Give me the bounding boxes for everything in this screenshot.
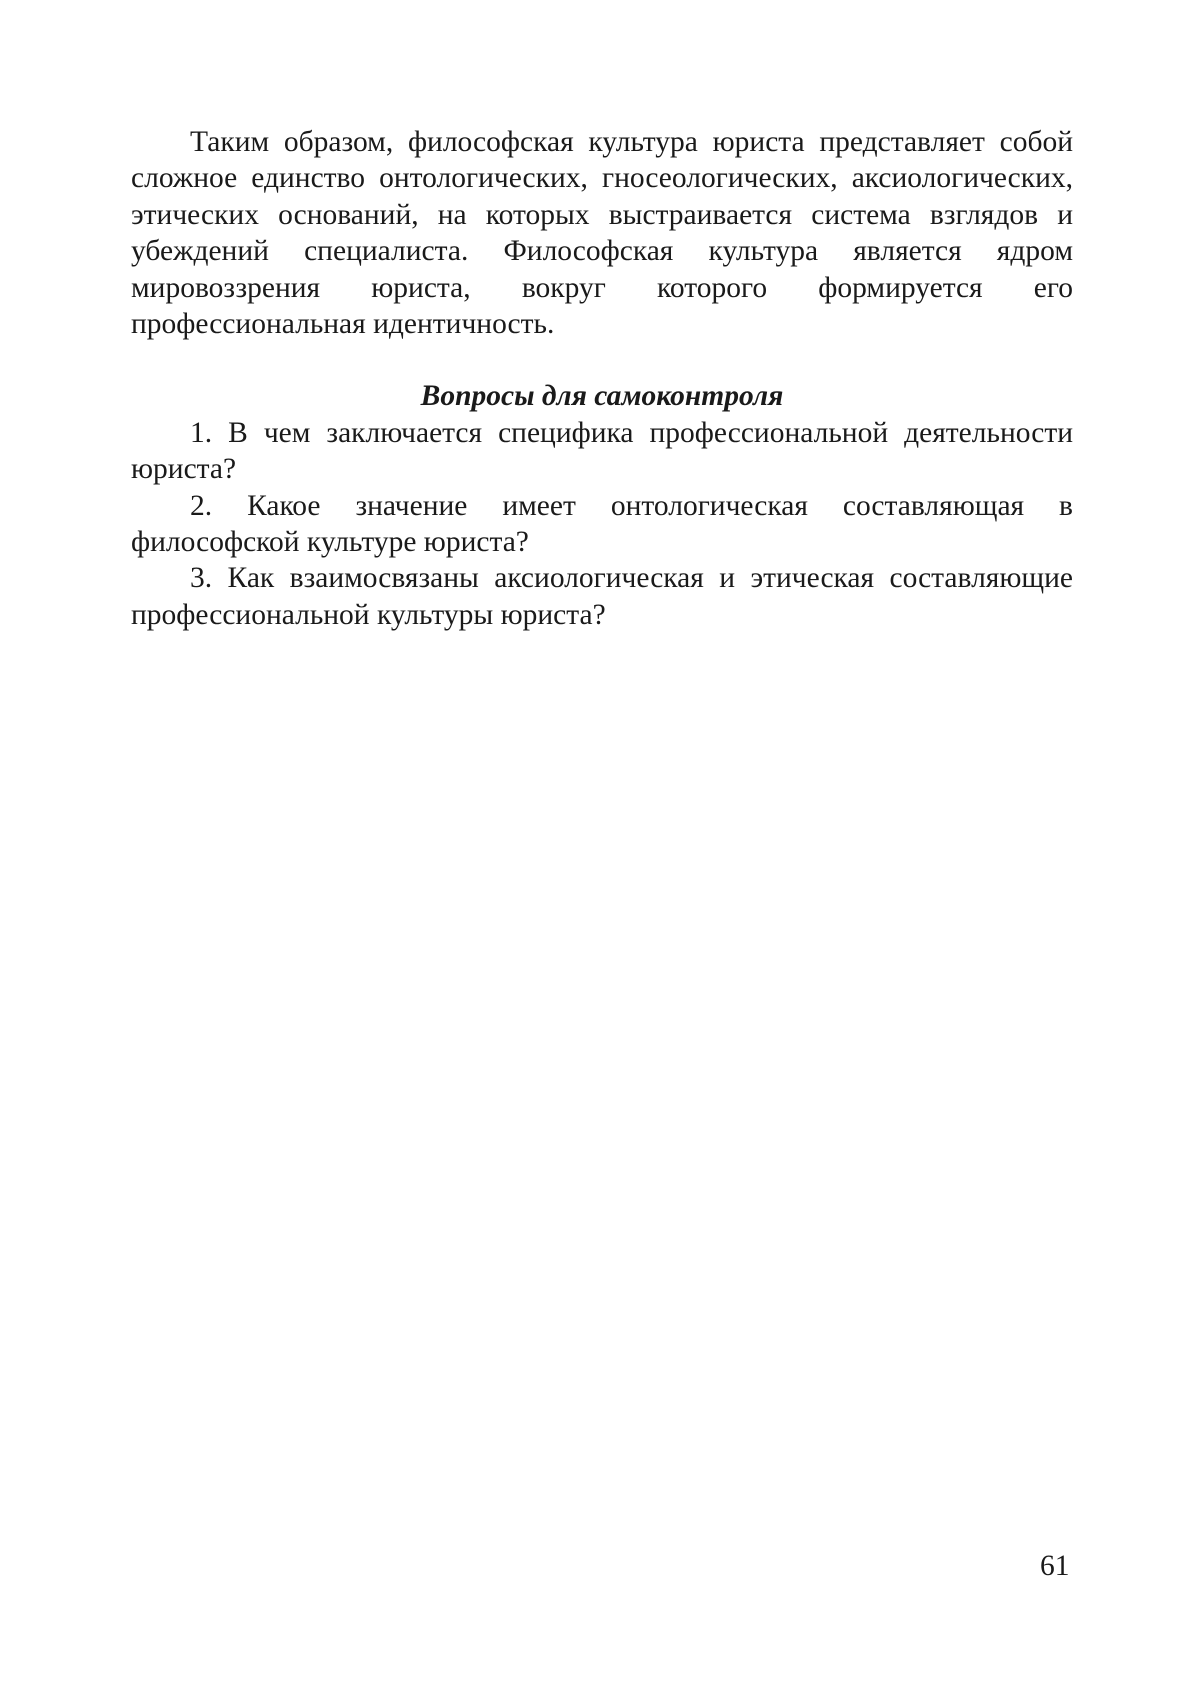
section-heading: Вопросы для самоконтроля (420, 380, 784, 413)
question-list (131, 415, 1073, 633)
question-item-3: 3. Как взаимосвязаны аксиологическая и этическая составляющие профессиональной культуры юриста? (131, 562, 1073, 631)
question-item-1: 1. В чем заключается специфика профессиональной деятельности юриста? (131, 416, 1073, 486)
page-number: 61 (1040, 1550, 1070, 1582)
question-item-2: 2. Какое значение имеет онтологическая составляющая в философской культуре юриста? (131, 489, 1073, 559)
summary-paragraph: Таким образом, философская культура юриста представляет собой сложное единство онтологических, гносеологических, аксиологических, этических оснований, на которых выстраивается система взглядов и убеждений специалиста. Философская культура является ядром мировоззрения юриста, вокруг которого формируется его профессиональная идентичность. (131, 126, 1073, 341)
page-content (131, 124, 1073, 633)
